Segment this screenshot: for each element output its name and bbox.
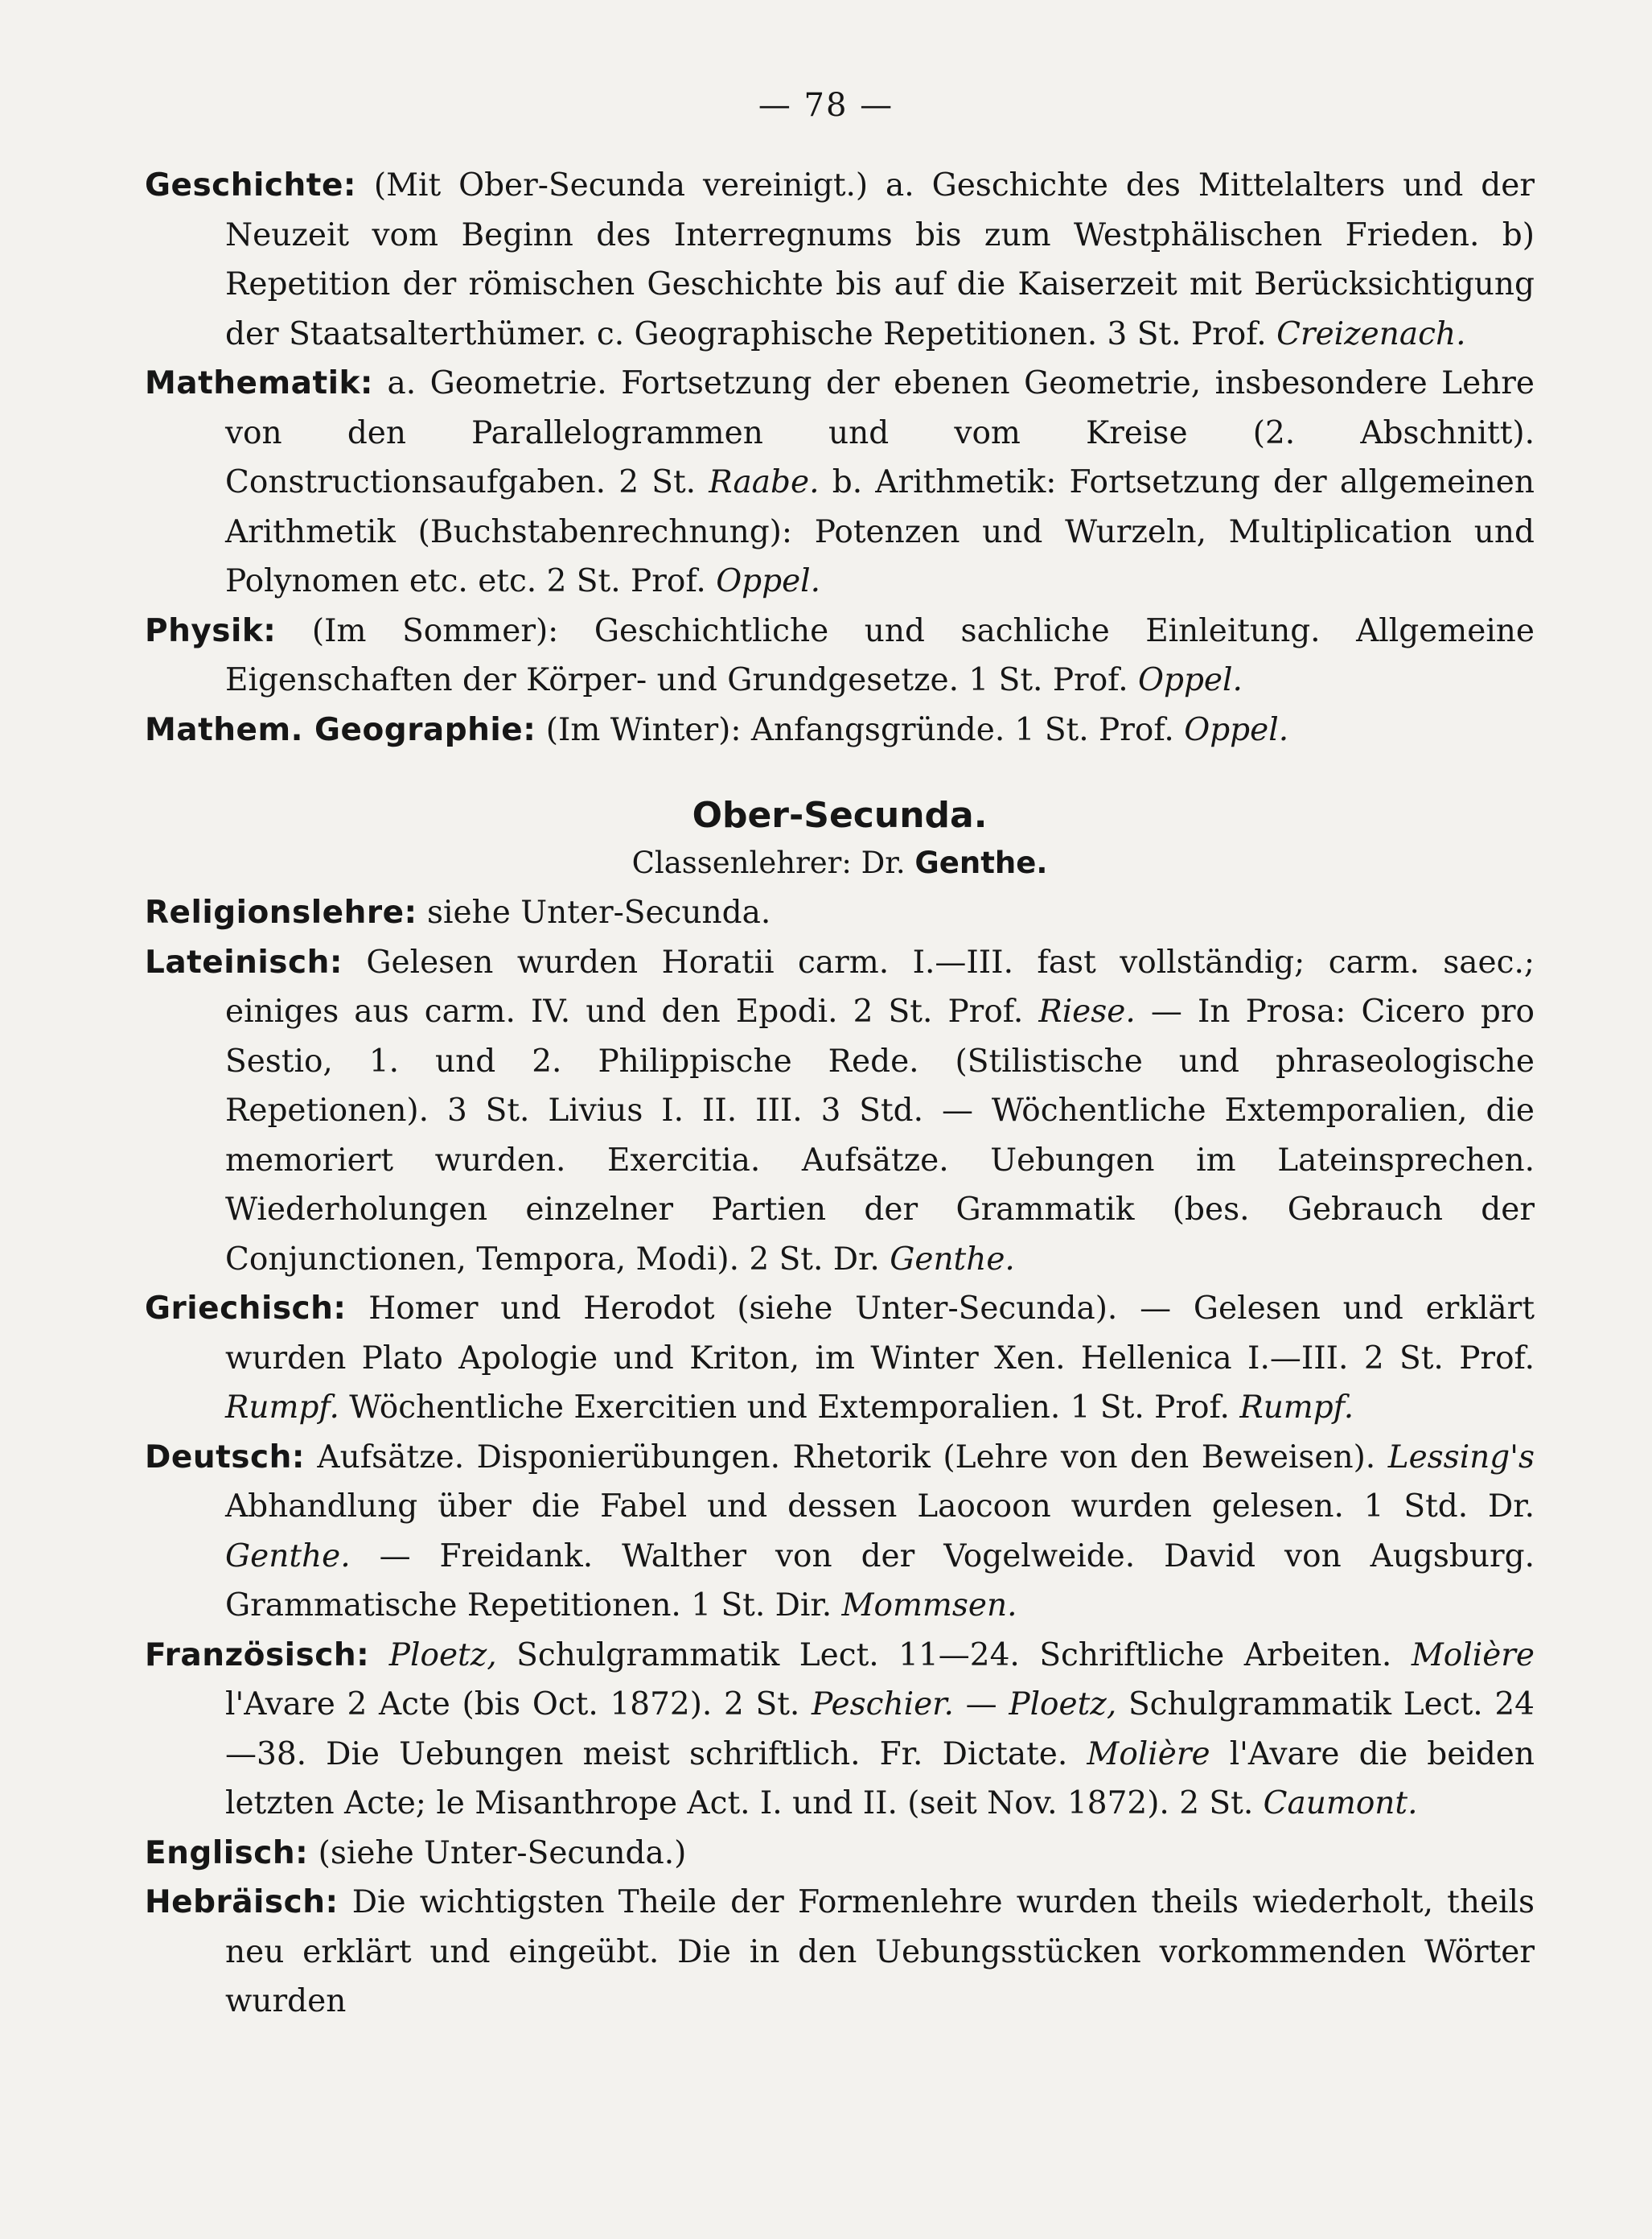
subject-entry (145, 1284, 1535, 1433)
teacher-name: Oppel. (716, 563, 821, 599)
subject-text: l'Avare die beiden letzten Acte; le Misanthrope Act. I. und II. (seit Nov. 1872). 2 St. (225, 1735, 1535, 1821)
subject-text: Gelesen wurden Horatii carm. I.—III. fast vollständig; carm. saec.; einiges aus carm. IV. und den Epodi. 2 St. Prof. (225, 944, 1535, 1030)
subject-term: Hebräisch: (145, 1884, 339, 1920)
subject-text (369, 1637, 389, 1673)
teacher-name: Rumpf. (225, 1389, 339, 1426)
subject-term: Geschichte: (145, 167, 356, 204)
subject-list-ober-secunda (145, 888, 1535, 2027)
teacher-name: Caumont. (1263, 1785, 1418, 1821)
subject-term: Mathem. Geographie: (145, 711, 536, 748)
subject-term: Französisch: (145, 1636, 370, 1673)
subject-text: l'Avare 2 Acte (bis Oct. 1872). 2 St. (225, 1686, 812, 1722)
teacher-name: Ploetz, (388, 1636, 497, 1673)
subject-entry (145, 161, 1535, 359)
subject-text: Schulgrammatik Lect. 11—24. Schriftliche Arbeiten. (496, 1636, 1412, 1673)
subject-entry (145, 1631, 1535, 1829)
teacher-name: Rumpf. (1239, 1389, 1354, 1426)
subject-text: (siehe Unter-Secunda.) (308, 1834, 687, 1871)
subject-text: a. Geometrie. Fortsetzung der ebenen Geometrie, insbesondere Lehre von den Parallelogrammen und vom Kreise (2. Abschnitt). Constructionsaufgaben. 2 St. (225, 365, 1535, 500)
subject-term: Englisch: (145, 1834, 309, 1871)
teacher-name: Oppel. (1138, 662, 1243, 698)
subject-text: — (953, 1686, 1009, 1722)
teacher-name: Oppel. (1184, 711, 1289, 748)
subject-term: Religionslehre: (145, 895, 417, 931)
teacher-name: Genthe. (890, 1241, 1015, 1278)
subject-text: — In Prosa: Cicero pro Sestio, 1. und 2. Philippische Rede. (Stilistische und phraseologische Repetionen). 3 St. Livius I. II. III. 3 Std. — Wöchentliche Extemporalien, die memoriert wurden. Exercitia. Aufsätze. Uebungen im Lateinsprechen. Wiederholungen einzelner Partien der Grammatik (bes. Gebrauch der Conjunctionen, Tempora, Modi). 2 St. Dr. (225, 994, 1535, 1278)
subject-term: Griechisch: (145, 1290, 347, 1327)
subject-term: Mathematik: (145, 365, 373, 401)
subject-text: Homer und Herodot (siehe Unter-Secunda). — Gelesen und erklärt wurden Plato Apologie und Kriton, im Winter Xen. Hellenica I.—III. 2 St. Prof. (225, 1290, 1535, 1377)
class-teacher-name: Genthe. (914, 846, 1048, 880)
subject-text: (Im Sommer): Geschichtliche und sachliche Einleitung. Allgemeine Eigenschaften der Körper- und Grundgesetze. 1 St. Prof. (225, 612, 1535, 698)
teacher-name: Raabe. (709, 464, 820, 500)
subject-entry (145, 607, 1535, 706)
teacher-name: Molière (1411, 1636, 1535, 1673)
teacher-name: Creizenach. (1276, 315, 1466, 352)
subject-entry (145, 938, 1535, 1285)
section-title: Ober-Secunda. (692, 795, 988, 836)
subject-text: (Mit Ober-Secunda vereinigt.) a. Geschichte des Mittelalters und der Neuzeit vom Beginn des Interregnums bis zum Westphälischen Frieden. b) Repetition der römischen Geschichte bis auf die Kaiserzeit mit Berücksichtigung der Staatsalterthümer. c. Geographische Repetitionen. 3 St. Prof. (225, 167, 1535, 352)
subject-entry (145, 1829, 1535, 1879)
teacher-name: Lessing's (1387, 1438, 1535, 1476)
teacher-name: Peschier. (812, 1686, 954, 1722)
subject-term: Lateinisch: (145, 944, 343, 981)
subject-term: Physik: (145, 612, 277, 649)
subject-term: Deutsch: (145, 1438, 305, 1476)
teacher-name: Ploetz, (1009, 1686, 1117, 1722)
subject-text: siehe Unter-Secunda. (417, 895, 771, 931)
subject-entry (145, 1878, 1535, 2027)
subject-text: Wöchentliche Exercitien und Extemporalien. 1 St. Prof. (339, 1389, 1240, 1426)
subject-text: (Im Winter): Anfangsgründe. 1 St. Prof. (536, 711, 1185, 748)
class-teacher-line (145, 840, 1535, 887)
subject-text: b. Arithmetik: Fortsetzung der allgemeinen Arithmetik (Buchstabenrechnung): Potenzen und Wurzeln, Multiplication und Polynomen etc. etc. 2 St. Prof. (225, 464, 1535, 599)
subject-entry (145, 1433, 1535, 1631)
page-content (145, 161, 1535, 2027)
subject-text: Die wichtigsten Theile der Formenlehre wurden theils wiederholt, theils neu erklärt und eingeübt. Die in den Uebungsstücken vorkommenden Wörter wurden (225, 1884, 1535, 2019)
subject-text: Abhandlung über die Fabel und dessen Laocoon wurden gelesen. 1 Std. Dr. (225, 1488, 1535, 1525)
subject-entry (145, 706, 1535, 755)
teacher-name: Mommsen. (841, 1587, 1017, 1624)
subject-text: — Freidank. Walther von der Vogelweide. David von Augsburg. Grammatische Repetitionen. 1 St. Dir. (225, 1537, 1535, 1624)
teacher-name: Genthe. (225, 1537, 351, 1574)
subject-entry (145, 359, 1535, 607)
subject-entry (145, 888, 1535, 938)
class-teacher-label: Classenlehrer: Dr. (631, 846, 915, 880)
page-number: — 78 — (758, 87, 894, 124)
teacher-name: Riese. (1038, 994, 1136, 1030)
subject-text: Aufsätze. Disponierübungen. Rhetorik (Lehre von den Beweisen). (304, 1438, 1388, 1476)
subject-text: Schulgrammatik Lect. 24—38. Die Uebungen meist schriftlich. Fr. Dictate. (225, 1686, 1535, 1772)
subject-list-upper (145, 161, 1535, 755)
teacher-name: Molière (1087, 1735, 1210, 1772)
